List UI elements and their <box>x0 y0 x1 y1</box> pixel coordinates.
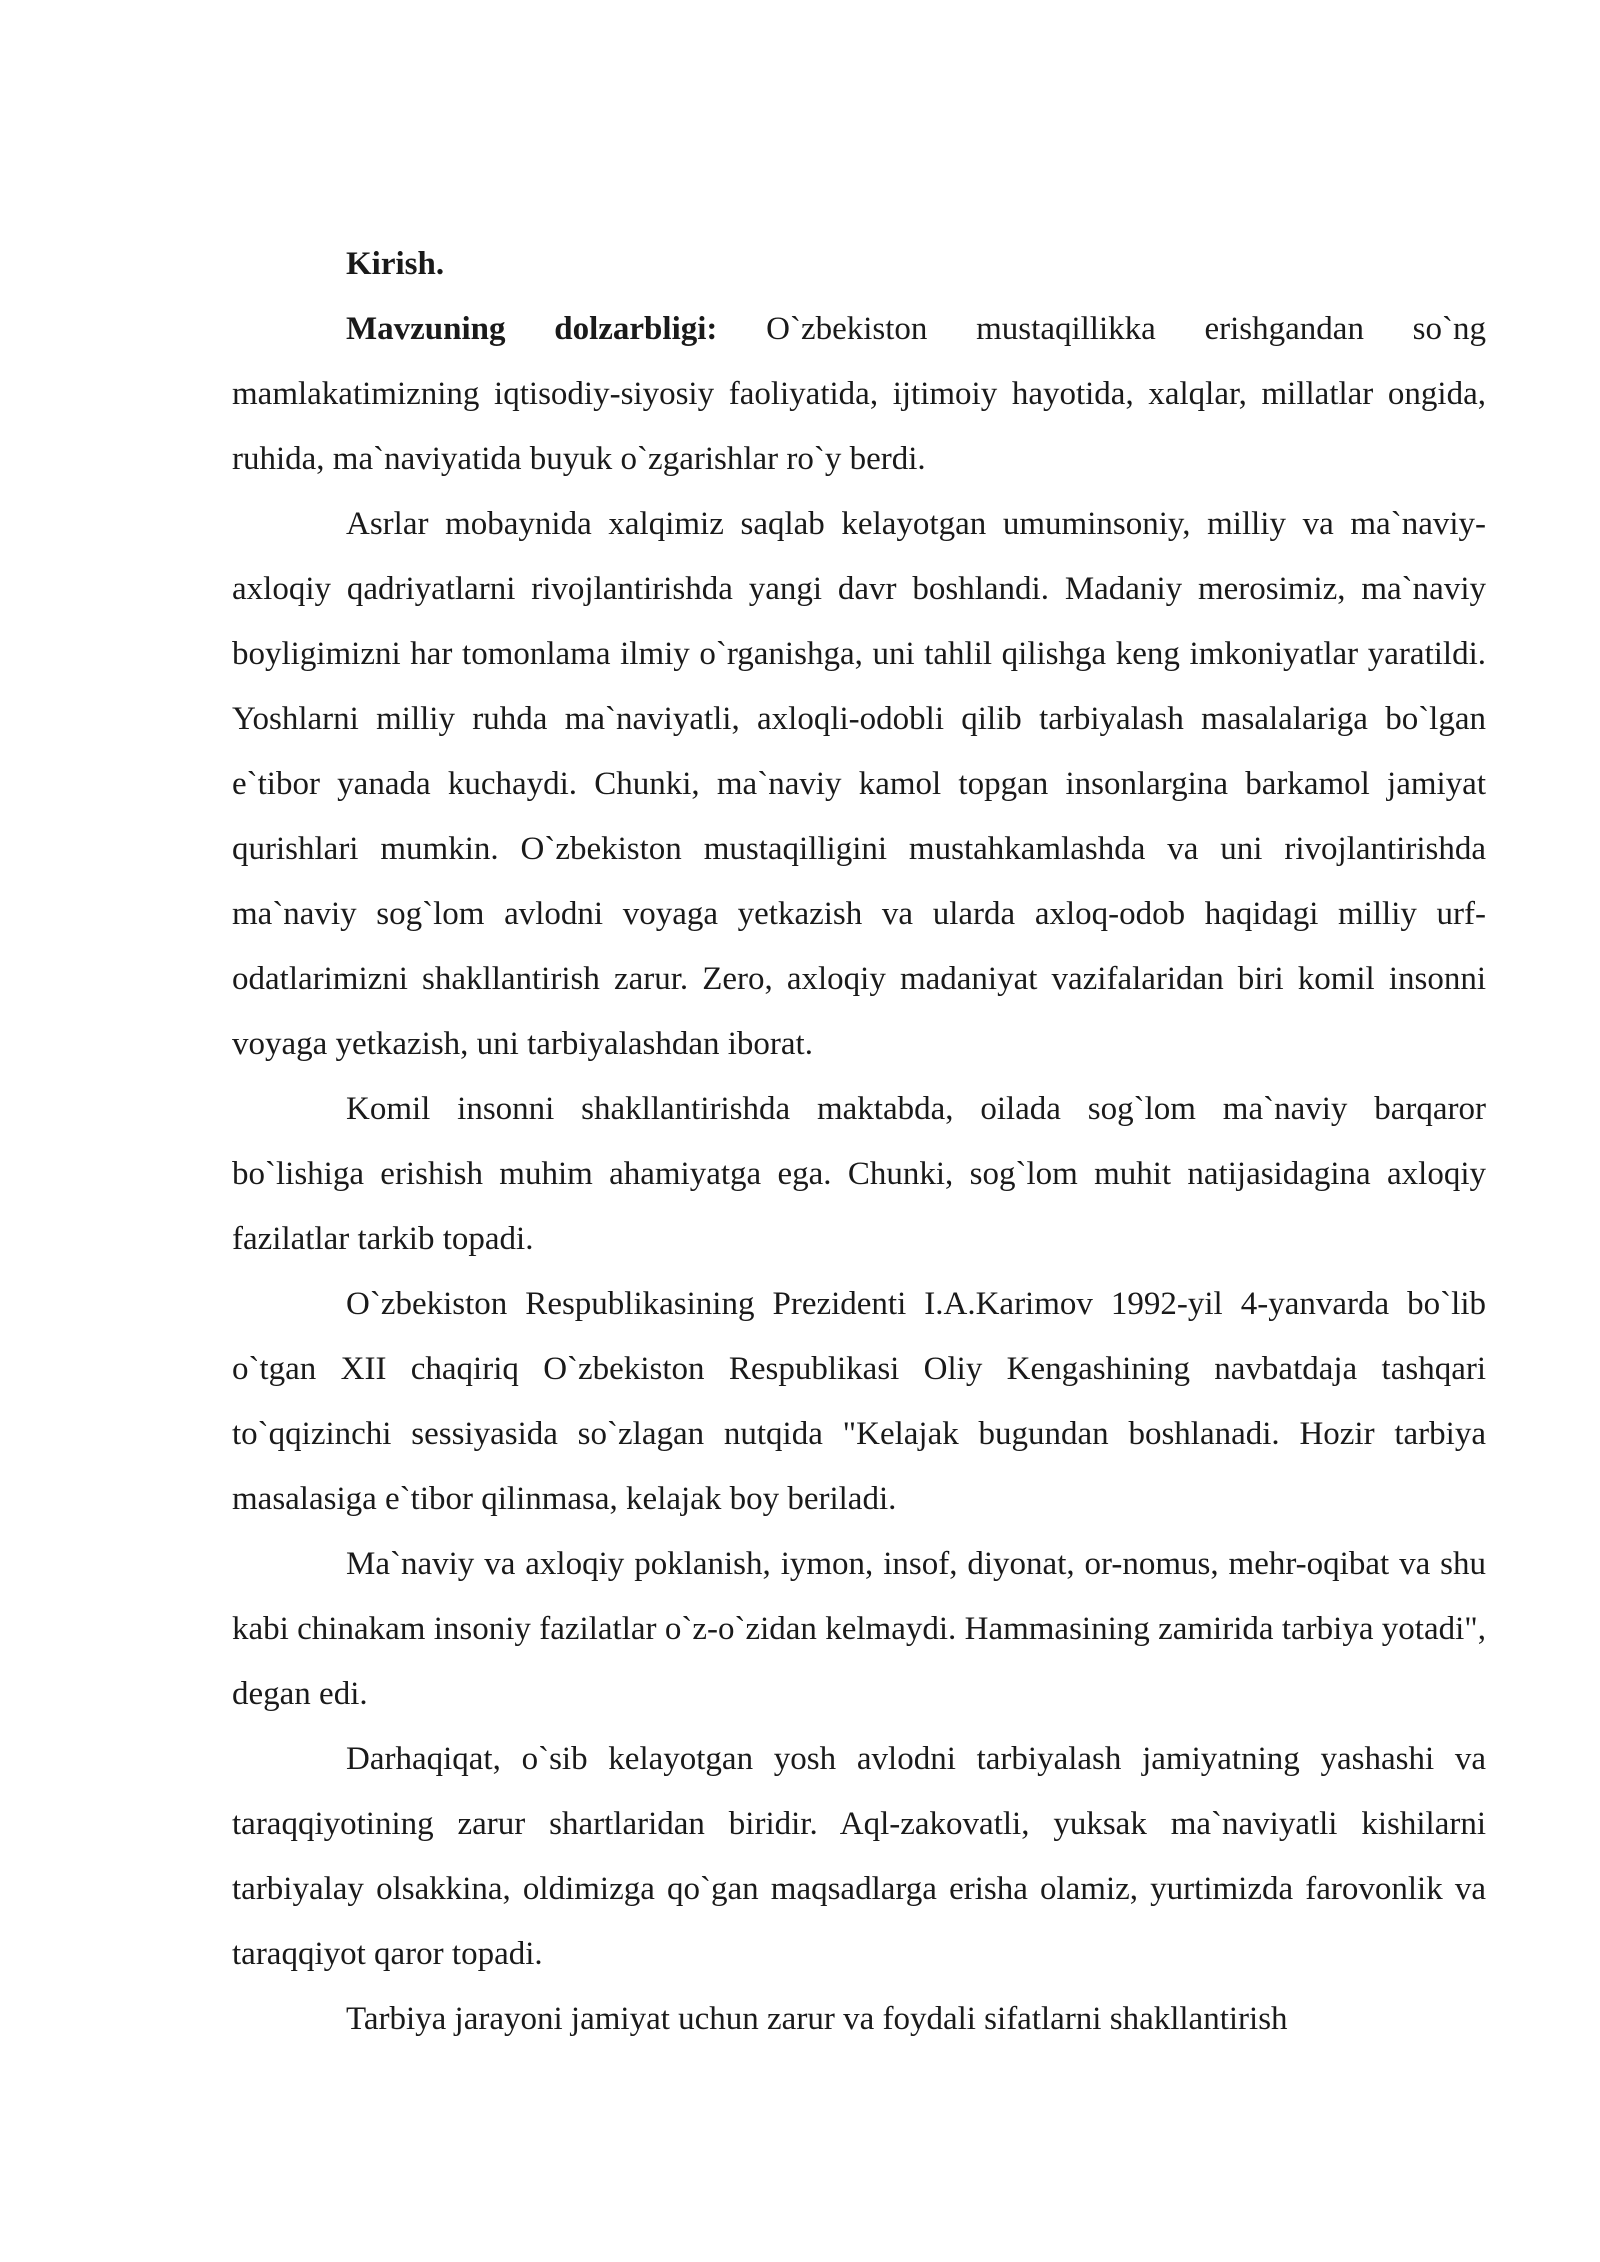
paragraph: O`zbekiston Respublikasining Prezidenti I.A.Karimov 1992-yil 4-yanvarda bo`lib o`tgan XII chaqiriq O`zbekiston Respublikasi Oliy Kengashining navbatdaja tashqari to`qqizinchi sessiyasida so`zlagan nutqida "Kelajak bugundan boshlanadi. Hozir tarbiya masalasiga e`tibor qilinmasa, kelajak boy beriladi. <box>232 1286 1486 1517</box>
paragraph-lead: Mavzuning dolzarbligi: <box>346 311 718 347</box>
section-heading: Kirish. <box>346 246 445 282</box>
paragraph: Tarbiya jarayoni jamiyat uchun zarur va foydali sifatlarni shakllantirish <box>346 2001 1288 2037</box>
paragraph-relevance <box>232 297 1486 492</box>
paragraph: Darhaqiqat, o`sib kelayotgan yosh avlodni tarbiyalash jamiyatning yashashi va taraqqiyotining zarur shartlaridan biridir. Aql-zakovatli, yuksak ma`naviyatli kishilarni tarbiyalay olsakkina, oldimizga qo`gan maqsadlarga erisha olamiz, yurtimizda farovonlik va taraqqiyot qaror topadi. <box>232 1741 1486 1972</box>
paragraph: Asrlar mobaynida xalqimiz saqlab kelayotgan umuminsoniy, milliy va ma`naviy-axloqiy qadriyatlarni rivojlantirishda yangi davr boshlandi. Madaniy merosimiz, ma`naviy boyligimizni har tomonlama ilmiy o`rganishga, uni tahlil qilishga keng imkoniyatlar yaratildi. Yoshlarni milliy ruhda ma`naviyatli, axloqli-odobli qilib tarbiyalash masalalariga bo`lgan e`tibor yanada kuchaydi. Chunki, ma`naviy kamol topgan insonlargina barkamol jamiyat qurishlari mumkin. O`zbekiston mustaqilligini mustahkamlashda va uni rivojlantirishda ma`naviy sog`lom avlodni voyaga yetkazish va ularda axloq-odob haqidagi milliy urf-odatlarimizni shakllantirish zarur. Zero, axloqiy madaniyat vazifalaridan biri komil insonni voyaga yetkazish, uni tarbiyalashdan iborat. <box>232 506 1486 1062</box>
document-body <box>232 232 1486 2052</box>
paragraph: Ma`naviy va axloqiy poklanish, iymon, insof, diyonat, or-nomus, mehr-oqibat va shu kabi chinakam insoniy fazilatlar o`z-o`zidan kelmaydi. Hammasining zamirida tarbiya yotadi", degan edi. <box>232 1546 1486 1712</box>
paragraph-text: O`zbekiston mustaqillikka erishgandan so`ng mamlakatimizning iqtisodiy-siyosiy faoliyatida, ijtimoiy hayotida, xalqlar, millatlar ongida, ruhida, ma`naviyatida buyuk o`zgarishlar ro`y berdi. <box>232 311 1486 477</box>
paragraph: Komil insonni shakllantirishda maktabda, oilada sog`lom ma`naviy barqaror bo`lishiga erishish muhim ahamiyatga ega. Chunki, sog`lom muhit natijasidagina axloqiy fazilatlar tarkib topadi. <box>232 1091 1486 1257</box>
